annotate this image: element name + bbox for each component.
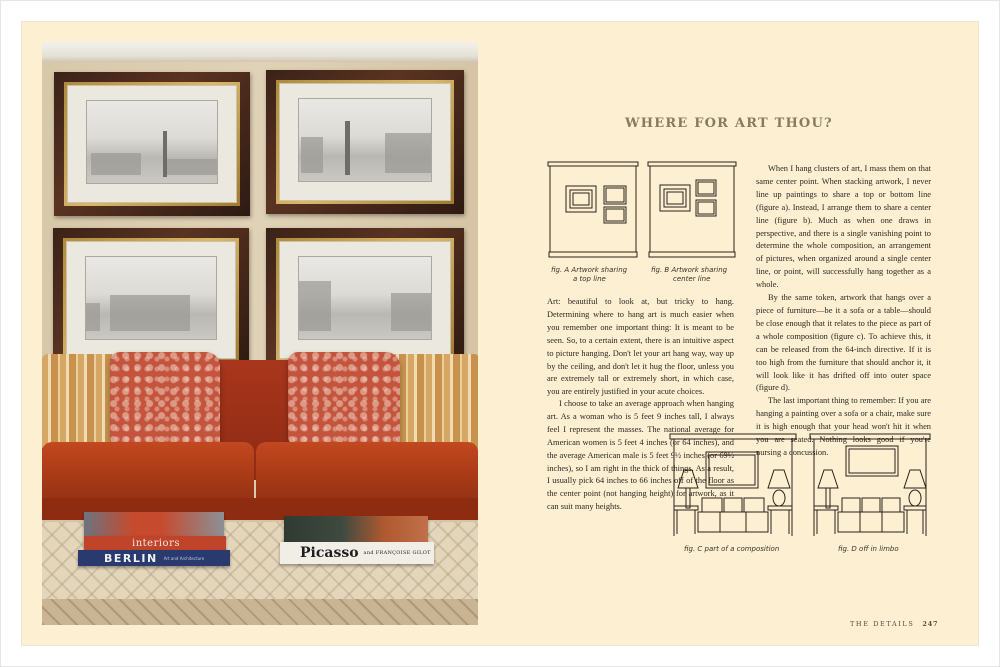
figure-a-sketch [546, 160, 640, 260]
paragraph-clusters: When I hang clusters of art, I mass them on that same center point. When stacking artwork, I never line up paintings to share a top or bottom line (figure a). Instead, I arrange them to share a center line (figure b). Much as when one draws in perspective, and there is a single vanishing point to determine the whole composition, an arrangement of pictures, when organized around a single center line, or point, will successfully hang together as a whole. [756, 164, 931, 290]
framed-print-top-right [266, 70, 464, 214]
figure-b-sketch [646, 160, 738, 260]
book-picasso-subtitle: and FRANÇOISE GILOT [363, 550, 431, 556]
paragraph-average-approach: I choose to take an average approach when hanging art. As a woman who is 5 feet 9 inches tall, I always feel I represent the masses. The national average for American women is 5 feet 4 inches (or 64 inches), and the average American male is 5 feet 9½ inches (or 69½ inches), so I am right in the thick of things. As a result, I usually pick 64 inches to 66 inches off of the floor as the center point (not hanging height) for artwork, as it can suit many heights. [547, 399, 734, 512]
floral-pillow-left [110, 352, 220, 448]
book-interiors-title: interiors [132, 537, 180, 549]
book-berlin [78, 550, 230, 566]
book-picasso [280, 542, 434, 564]
book-picasso-title: Picasso [300, 545, 359, 561]
crown-molding [42, 42, 478, 62]
figure-d-sketch [808, 432, 932, 542]
striped-pillow-right [390, 354, 478, 452]
figure-b-caption: fig. B Artwork sharing center line [651, 266, 728, 283]
sofa-seat-cushion-right [256, 442, 478, 502]
interior-photograph [42, 42, 478, 625]
book-berlin-subtitle: Art and Architecture [163, 555, 205, 561]
book-berlin-title: BERLIN [104, 551, 158, 565]
sofa-seat-cushion-left [42, 442, 254, 502]
paragraph-same-token: By the same token, artwork that hangs over a piece of furniture—be it a sofa or a table—should be close enough that it relates to the piece as part of a whole composition (figure c). To achieve this, it can be released from the 64-inch directive. If it is too high from the furniture that should anchor it, it will look like it has drifted off into outer space (figure d). [756, 293, 931, 393]
framed-print-bottom-left [53, 228, 249, 372]
article-title: WHERE FOR ART THOU? [625, 116, 833, 131]
paragraph-last-thing: The last important thing to remember: If you are hanging a painting over a sofa or a chair, make sure it is high enough that your head won't hit it when you are seated. Nothing looks good if you're nursing a concussion. [756, 396, 931, 457]
page-number: 247 [922, 620, 939, 628]
book-interiors-cover [84, 512, 224, 537]
book-interiors [84, 536, 226, 550]
figure-d-caption: fig. D off in limbo [838, 545, 899, 553]
paragraph-intro: Art: beautiful to look at, but tricky to hang. Determining where to hang art is much easier when you remember one important thing: It is meant to be seen. So, to a certain extent, there is an intuitive aspect to picture hanging. Don't let your art hang way, way up by the ceiling, and don't let it hug the floor, unless you are extremely tall or extremely short, in which case, you are entirely justified in your acute choices. [547, 297, 734, 397]
article-left-column-lower [547, 398, 734, 514]
figure-a-caption: fig. A Artwork sharing a top line [551, 266, 628, 283]
framed-print-top-left [54, 72, 250, 216]
floral-pillow-right [288, 352, 400, 448]
book-picasso-cover [284, 516, 428, 542]
figure-c-caption: fig. C part of a composition [684, 545, 780, 553]
article-left-column-upper [547, 296, 734, 399]
figure-c-sketch [668, 432, 798, 542]
page-footer [850, 620, 938, 628]
running-footer-section: THE DETAILS [850, 620, 915, 628]
framed-print-bottom-right [266, 228, 464, 372]
article-right-column [756, 163, 931, 460]
